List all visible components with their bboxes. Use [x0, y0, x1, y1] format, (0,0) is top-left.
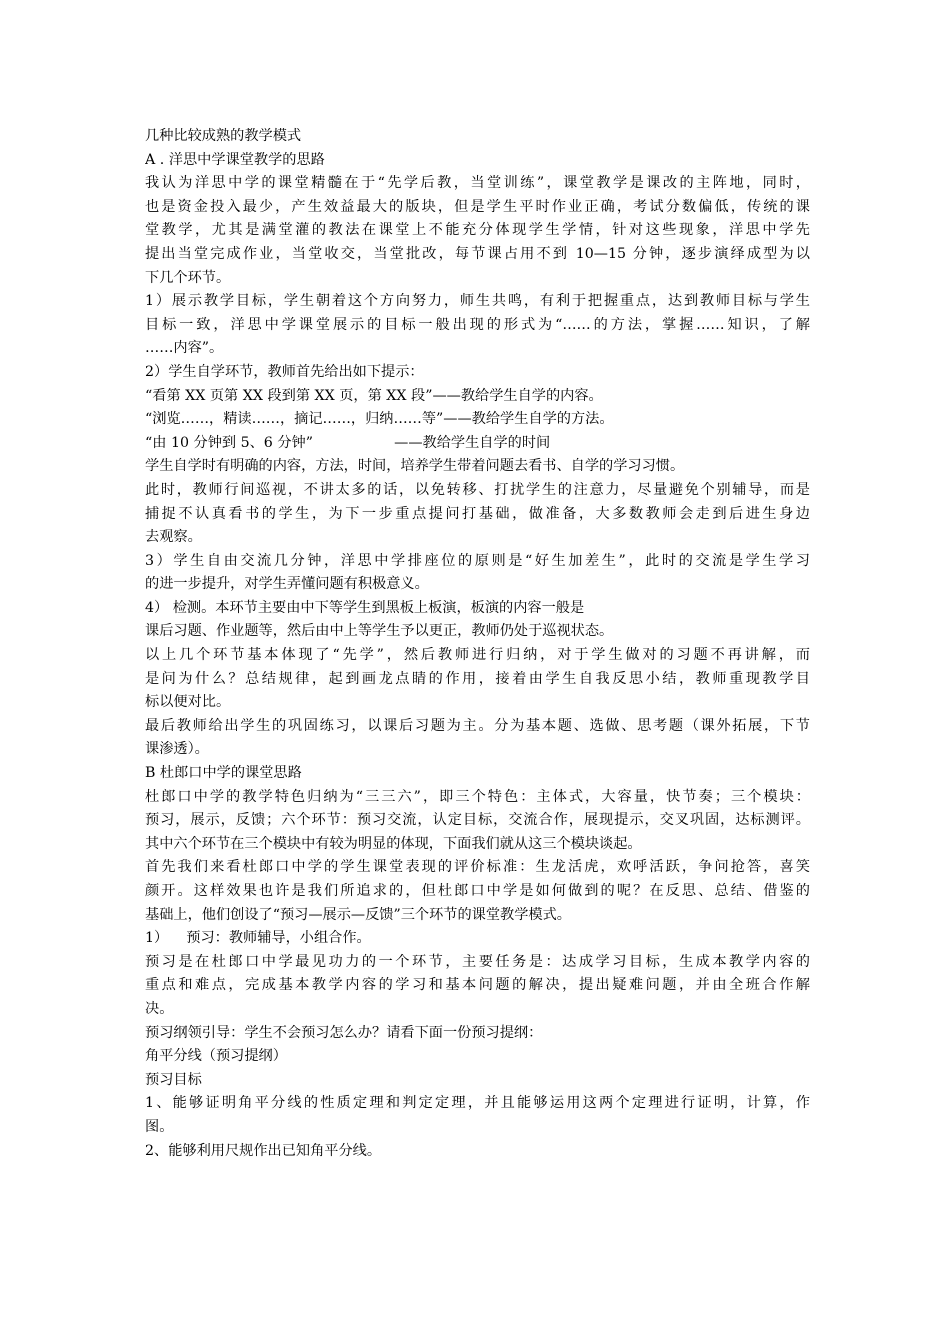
text-line: 2、能够利用尺规作出已知角平分线。: [145, 1142, 382, 1159]
text-line: 最后教师给出学生的巩固练习，以课后习题为主。分为基本题、选做、思考题（课外拓展，下节: [145, 717, 810, 734]
text-line: “浏览……，精读……，摘记……，归纳……等”——教给学生自学的方法。: [145, 411, 614, 428]
text-line: 此时，教师行间巡视，不讲太多的话，以免转移、打扰学生的注意力，尽量避免个别辅导，而是: [145, 481, 810, 498]
text-line: 堂教学，尤其是满堂灌的教法在课堂上不能充分体现学生学情，针对这些现象，洋思中学先: [145, 222, 810, 239]
document-title: 几种比较成熟的教学模式: [145, 128, 302, 144]
text-line: 预习目标: [145, 1071, 202, 1088]
text-line: 3）学生自由交流几分钟，洋思中学排座位的原则是“好生加差生”，此时的交流是学生学习: [145, 552, 810, 569]
text-line: 提出当堂完成作业，当堂收交，当堂批改，每节课占用不到 10—15 分钟，逐步演绎成型为以: [145, 245, 810, 262]
text-line: 角平分线（预习提纲）: [145, 1048, 287, 1065]
text-line: 图。: [145, 1118, 174, 1135]
text-line: 以上几个环节基本体现了“先学”，然后教师进行归纳，对于学生做对的习题不再讲解，而: [145, 647, 810, 664]
text-line: 决。: [145, 1000, 174, 1017]
text-line: 首先我们来看杜郎口中学的学生课堂表现的评价标准：生龙活虎，欢呼活跃，争问抢答，喜笑: [145, 859, 810, 876]
text-line: 颜开。这样效果也许是我们所追求的，但杜郎口中学是如何做到的呢？在反思、总结、借鉴的: [145, 883, 810, 899]
document-body: [145, 125, 810, 1163]
text-line: 捕捉不认真看书的学生，为下一步重点提问打基础，做准备，大多数教师会走到后进生身边: [145, 505, 810, 522]
text-line: B 杜郎口中学的课堂思路: [145, 765, 302, 782]
text-line: 预习纲领引导：学生不会预习怎么办？请看下面一份预习提纲：: [145, 1024, 543, 1041]
text-line: 预习，展示，反馈；六个环节：预习交流，认定目标，交流合作，展现提示，交叉巩固，达标测评。: [145, 812, 810, 829]
text-line: 预习是在杜郎口中学最见功力的一个环节，主要任务是：达成学习目标，生成本教学内容的: [145, 953, 810, 970]
text-line: 目标一致，洋思中学课堂展示的目标一般出现的形式为“……的方法，掌握……知识，了解: [145, 316, 810, 333]
text-line: 其中六个环节在三个模块中有较为明显的体现，下面我们就从这三个模块谈起。: [145, 835, 642, 852]
text-line: 我认为洋思中学的课堂精髓在于“先学后教，当堂训练”，课堂教学是课改的主阵地，同时，: [145, 175, 810, 192]
text-line: A . 洋思中学课堂教学的思路: [145, 151, 325, 168]
text-line: 去观察。: [145, 529, 202, 546]
text-line: 1） 预习：教师辅导，小组合作。: [145, 930, 371, 947]
text-line: 课后习题、作业题等，然后由中上等学生予以更正，教师仍处于巡视状态。: [145, 623, 614, 640]
text-line: 也是资金投入最少，产生效益最大的版块，但是学生平时作业正确，考试分数偏低，传统的课: [145, 198, 810, 215]
text-line: 学生自学时有明确的内容，方法，时间，培养学生带着问题去看书、自学的学习习惯。: [145, 458, 685, 475]
text-line: “由 10 分钟到 5、6 分钟” ——教给学生自学的时间: [145, 434, 551, 451]
text-line: 1）展示教学目标，学生朝着这个方向努力，师生共鸣，有利于把握重点，达到教师目标与学生: [145, 293, 810, 310]
text-line: 是问为什么？总结规律，起到画龙点睛的作用，接着由学生自我反思小结，教师重现教学目: [145, 670, 810, 687]
text-line: ……内容”。: [145, 340, 224, 357]
text-line: 4） 检测。本环节主要由中下等学生到黑板上板演，板演的内容一般是: [145, 599, 585, 616]
text-line: 1、能够证明角平分线的性质定理和判定定理，并且能够运用这两个定理进行证明，计算，作: [145, 1095, 810, 1112]
text-line: 标以便对比。: [145, 694, 231, 711]
text-line: 课渗透）。: [145, 741, 209, 758]
text-line: 重点和难点，完成基本教学内容的学习和基本问题的解决，提出疑难问题，并由全班合作解: [145, 977, 810, 994]
text-line: 杜郎口中学的教学特色归纳为“三三六”，即三个特色：主体式，大容量，快节奏；三个模块：: [145, 788, 810, 805]
text-line: “看第 XX 页第 XX 段到第 XX 页，第 XX 段”——教给学生自学的内容。: [145, 387, 603, 404]
text-line: 的进一步提升，对学生弄懂问题有积极意义。: [145, 576, 429, 593]
text-line: 基础上，他们创设了“预习—展示—反馈”三个环节的课堂教学模式。: [145, 906, 571, 923]
text-line: 2）学生自学环节，教师首先给出如下提示：: [145, 363, 424, 380]
text-line: 下几个环节。: [145, 269, 231, 286]
